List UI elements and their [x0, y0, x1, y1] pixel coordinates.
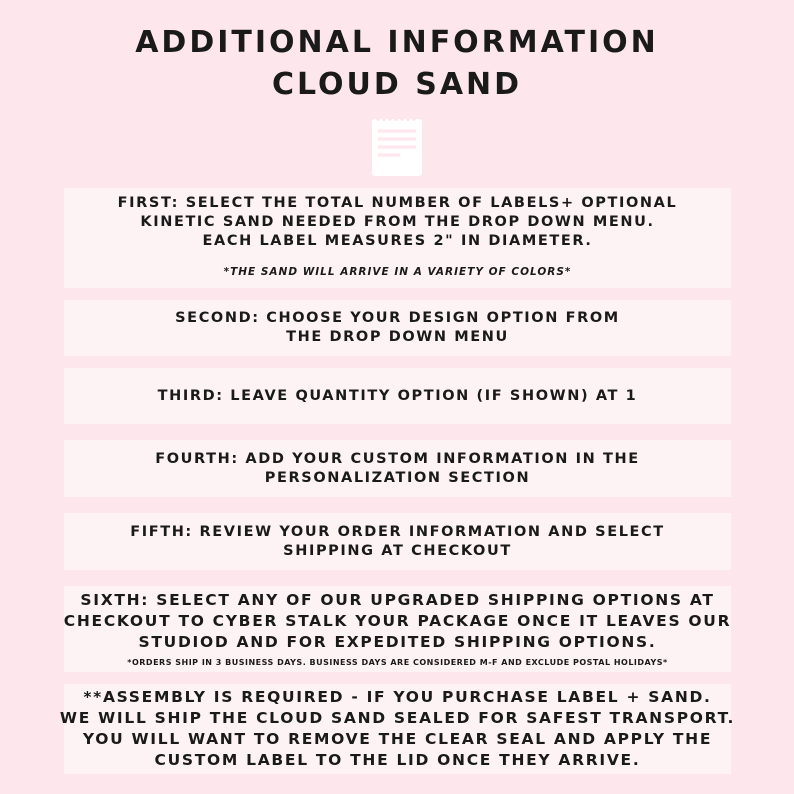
title-line-2: CLOUD SAND — [271, 67, 523, 102]
step-sixth-line-1: SIXTH: SELECT ANY OF OUR UPGRADED SHIPPING OPTIONS AT — [80, 590, 715, 609]
step-fifth — [64, 513, 731, 570]
page-title — [0, 22, 794, 106]
step-fourth — [64, 440, 731, 497]
step-first-note: *THE SAND WILL ARRIVE IN A VARIETY OF COLORS* — [223, 266, 572, 278]
step-sixth-line-3: STUDIOD AND FOR EXPEDITED SHIPPING OPTIONS. — [138, 632, 657, 651]
assembly-line-4: CUSTOM LABEL TO THE LID ONCE THEY ARRIVE. — [154, 751, 641, 769]
assembly-notice — [59, 684, 736, 774]
step-second-line-2: THE DROP DOWN MENU — [286, 329, 509, 345]
step-first-line-1: FIRST: SELECT THE TOTAL NUMBER OF LABELS+ OPTIONAL — [117, 195, 678, 211]
step-second — [64, 300, 731, 356]
step-second-line-1: SECOND: CHOOSE YOUR DESIGN OPTION FROM — [175, 310, 620, 326]
notepad-icon — [369, 113, 425, 179]
step-sixth — [64, 586, 731, 672]
step-first — [64, 188, 731, 288]
assembly-line-1: **ASSEMBLY IS REQUIRED - IF YOU PURCHASE LABEL + SAND. — [83, 688, 712, 706]
step-first-line-3: EACH LABEL MEASURES 2" IN DIAMETER. — [202, 233, 593, 249]
step-fifth-line-1: FIFTH: REVIEW YOUR ORDER INFORMATION AND SELECT — [130, 523, 665, 540]
step-third — [64, 368, 731, 424]
step-fifth-line-2: SHIPPING AT CHECKOUT — [283, 542, 512, 559]
assembly-line-2: WE WILL SHIP THE CLOUD SAND SEALED FOR SAFEST TRANSPORT. — [59, 709, 736, 727]
step-first-line-2: KINETIC SAND NEEDED FROM THE DROP DOWN MENU. — [140, 214, 655, 230]
step-sixth-line-2: CHECKOUT TO CYBER STALK YOUR PACKAGE ONCE IT LEAVES OUR — [63, 611, 732, 630]
step-sixth-note: *ORDERS SHIP IN 3 BUSINESS DAYS. BUSINESS DAYS ARE CONSIDERED M-F AND EXCLUDE POSTAL HOLIDAYS* — [127, 657, 668, 667]
step-third-line-1: THIRD: LEAVE QUANTITY OPTION (IF SHOWN) AT 1 — [157, 387, 638, 404]
title-line-1: ADDITIONAL INFORMATION — [135, 25, 659, 60]
assembly-line-3: YOU WILL WANT TO REMOVE THE CLEAR SEAL AND APPLY THE — [82, 730, 713, 748]
step-fourth-line-2: PERSONALIZATION SECTION — [264, 469, 531, 486]
step-fourth-line-1: FOURTH: ADD YOUR CUSTOM INFORMATION IN THE — [155, 450, 640, 467]
